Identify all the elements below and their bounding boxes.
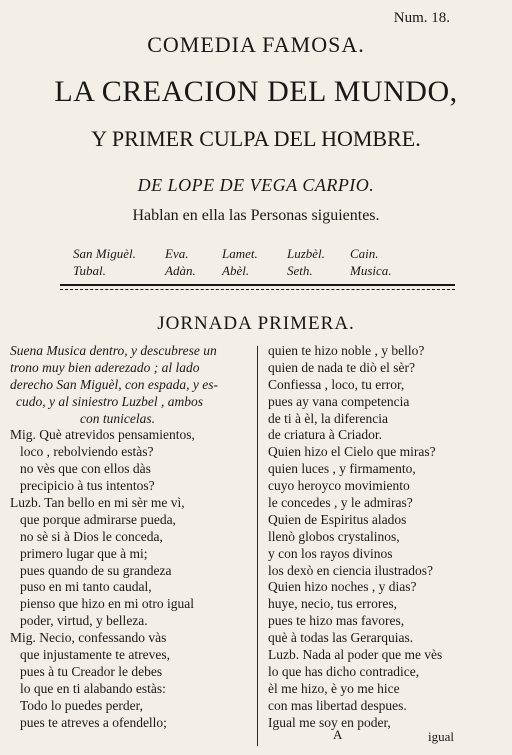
verse-line: cudo, y al siniestro Luzbel , ambos — [16, 393, 203, 409]
ornamental-rule — [60, 284, 455, 286]
cast-name: Cain. — [350, 246, 379, 261]
verse-line: le concedes , y le admiras? — [268, 495, 413, 511]
verse-line: Luzb. Nada al poder que me vès — [268, 647, 443, 663]
title-line-3: Y PRIMER CULPA DEL HOMBRE. — [91, 126, 421, 151]
verse-line: que porque admirarse pueda, — [20, 511, 176, 527]
verse-line: llenò globos crystalinos, — [268, 528, 400, 544]
column-divider — [257, 346, 258, 746]
verse-line: èl me hizo, è yo me hice — [268, 680, 400, 696]
author-line: DE LOPE DE VEGA CARPIO. — [137, 175, 375, 195]
cast-column-4 — [287, 245, 325, 279]
cast-column-2 — [165, 245, 196, 279]
cast-name: Luzbèl. — [287, 246, 325, 261]
verse-line: pues quando de su grandeza — [20, 562, 172, 578]
verse-line: no sè si à Dios le conceda, — [20, 528, 163, 544]
left-text-column — [10, 343, 218, 731]
verse-line: pues te hizo mas favores, — [268, 613, 405, 629]
catchword: igual — [428, 729, 454, 744]
verse-line: los dexò en ciencia ilustrados? — [268, 562, 433, 578]
verse-line: derecho San Miguèl, con espada, y es- — [10, 376, 218, 392]
verse-line: precipicio à tus intentos? — [20, 478, 155, 494]
cast-name: Abèl. — [222, 263, 250, 278]
ornamental-rule-dashed — [60, 289, 455, 290]
verse-line: quien te hizo noble , y bello? — [268, 343, 425, 358]
cast-intro: Hablan en ella las Personas siguientes. — [132, 207, 380, 224]
cast-column-5 — [350, 245, 392, 279]
cast-name: Eva. — [165, 246, 189, 261]
verse-line: y con los rayos divinos — [268, 545, 393, 561]
verse-line: primero lugar que à mi; — [20, 545, 148, 561]
verse-line: Luzb. Tan bello en mi sèr me vì, — [10, 495, 185, 511]
verse-line: Quien hizo el Cielo que miras? — [268, 444, 436, 460]
verse-line: no vès que con ellos dàs — [20, 461, 151, 477]
verse-line: Todo lo puedes perder, — [20, 697, 143, 713]
verse-line: lo que has dicho contradice, — [268, 663, 420, 679]
verse-line: cuyo heroyco movimiento — [268, 478, 410, 494]
cast-column-1 — [73, 245, 136, 279]
verse-line: pues à tu Creador le debes — [20, 663, 163, 679]
verse-line: Igual me soy en poder, — [268, 714, 391, 730]
verse-line: Quien hizo noches , y dias? — [268, 579, 417, 595]
verse-line: de ti à èl, la diferencia — [268, 410, 388, 426]
verse-line: con tunicelas. — [80, 410, 155, 426]
verse-line: pienso que hizo en mi otro igual — [20, 596, 194, 612]
title-line-1: COMEDIA FAMOSA. — [147, 32, 365, 57]
signature-mark: A — [333, 727, 343, 742]
cast-name: Adàn. — [165, 263, 196, 278]
title-line-2: LA CREACION DEL MUNDO, — [54, 75, 458, 108]
verse-line: quien luces , y firmamento, — [268, 461, 416, 477]
cast-name: Seth. — [287, 263, 313, 278]
verse-line: Quien de Espiritus alados — [268, 511, 407, 527]
right-text-column — [268, 343, 442, 731]
verse-line: pues te atreves a ofendello; — [20, 714, 167, 730]
verse-line: que injustamente te atreves, — [20, 647, 170, 663]
verse-line: Confiessa , loco, tu error, — [268, 376, 405, 392]
verse-line: con mas libertad despues. — [268, 697, 407, 713]
cast-column-3 — [222, 245, 258, 279]
verse-line: Mig. Necio, confessando vàs — [10, 630, 167, 646]
verse-line: què à todas las Gerarquias. — [268, 630, 414, 646]
verse-line: quien de nada te diò el sèr? — [268, 359, 415, 375]
verse-line: puso en mi tanto caudal, — [20, 579, 152, 595]
verse-line: loco , rebolviendo estàs? — [20, 444, 154, 460]
act-title: JORNADA PRIMERA. — [157, 313, 355, 334]
verse-line: Mig. Què atrevidos pensamientos, — [10, 427, 195, 443]
verse-line: poder, virtud, y belleza. — [20, 613, 148, 629]
verse-line: huye, necio, tus errores, — [268, 596, 397, 612]
verse-line: pues ay vana competencia — [268, 393, 410, 409]
cast-name: Musica. — [350, 263, 392, 278]
verse-line: trono muy bien aderezado ; al lado — [10, 359, 200, 375]
cast-name: Tubal. — [73, 263, 106, 278]
cast-name: Lamet. — [222, 246, 258, 261]
verse-line: Suena Musica dentro, y descubrese un — [10, 343, 217, 358]
verse-line: lo que en ti alabando estàs: — [20, 680, 166, 696]
cast-name: San Miguèl. — [73, 246, 136, 261]
comedy-number: Num. 18. — [393, 10, 450, 26]
verse-line: de criatura à Criador. — [268, 427, 382, 443]
